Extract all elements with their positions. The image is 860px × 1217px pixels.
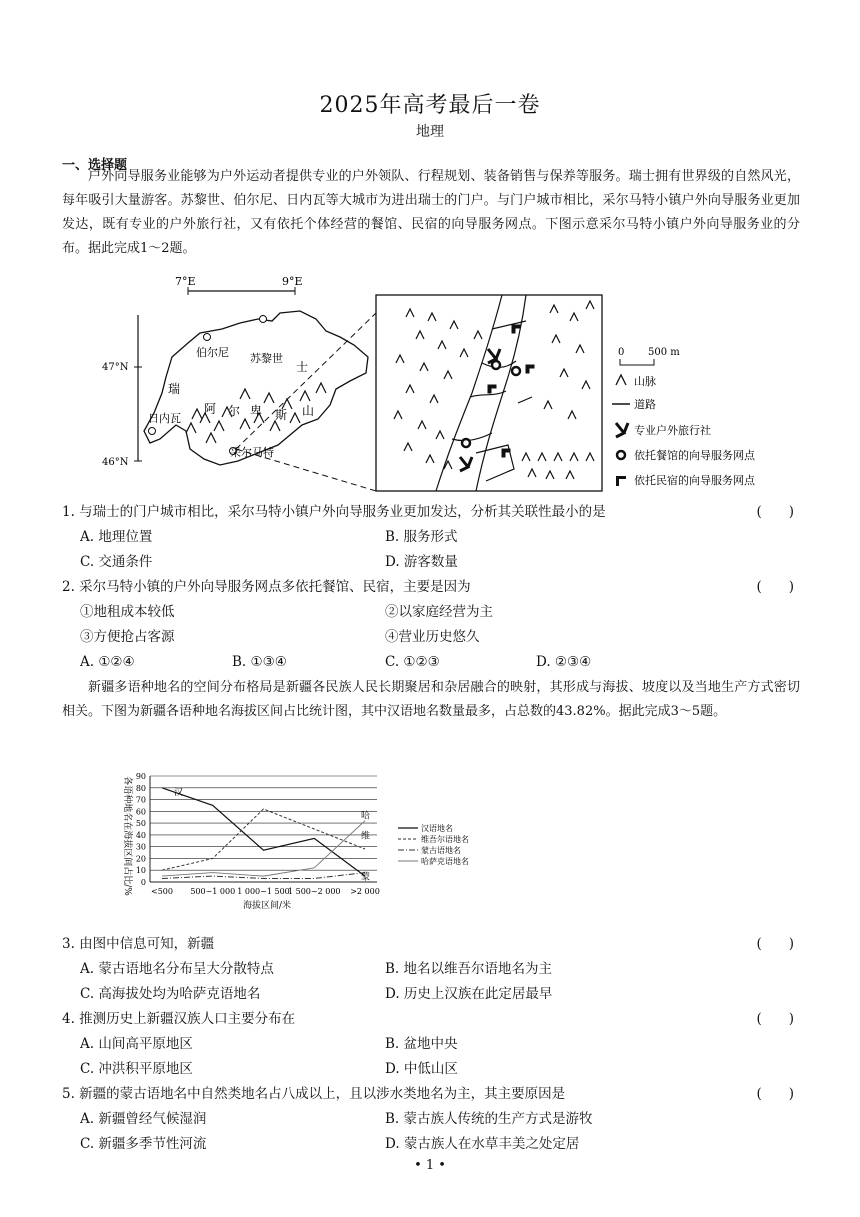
answer-paren-1[interactable]: ( ) (756, 504, 794, 520)
chart-y-tick-label: 20 (135, 854, 146, 864)
chart-legend-label: 汉语地名 (421, 824, 453, 833)
legend-label-mountain: 山脉 (634, 375, 656, 388)
chart-x-tick-label: 1 000~1 500 (237, 887, 290, 896)
q1-option-a[interactable]: A. 地理位置 (80, 529, 153, 545)
q3-option-a[interactable]: A. 蒙古语地名分布呈大分散特点 (80, 961, 274, 977)
q2-option-b[interactable]: B. ①③④ (232, 654, 287, 670)
chart-curve-label: 维 (361, 831, 371, 842)
chart-series-line (162, 809, 365, 870)
chart-y-tick-label: 80 (135, 783, 146, 793)
q2-statement-3: ③方便抢占客源 (80, 629, 175, 645)
q4-option-b[interactable]: B. 盆地中央 (385, 1036, 458, 1052)
city-geneva-marker (149, 428, 156, 435)
chart-legend-label: 哈萨克语地名 (421, 857, 469, 866)
q5-option-b[interactable]: B. 蒙古族人传统的生产方式是游牧 (385, 1111, 593, 1127)
q1-option-c[interactable]: C. 交通条件 (80, 554, 153, 570)
chart-y-tick-label: 0 (140, 878, 146, 887)
legend-label-road: 道路 (634, 398, 656, 411)
chart-y-tick-label: 30 (135, 842, 146, 852)
scale-zero: 0 (618, 347, 625, 358)
city-zermatt-label: 采尔马特 (230, 446, 274, 459)
q4-option-c[interactable]: C. 冲洪积平原地区 (80, 1061, 193, 1077)
chart-legend-label: 维吾尔语地名 (421, 835, 469, 844)
scale-length: 500 m (648, 347, 680, 358)
q5-option-d[interactable]: D. 蒙古族人在水草丰美之处定居 (385, 1136, 580, 1152)
q2-statement-2: ②以家庭经营为主 (385, 604, 493, 620)
exam-title: 2025年高考最后一卷 (319, 93, 541, 118)
answer-paren-4[interactable]: ( ) (756, 1011, 794, 1027)
chart-series-line (162, 821, 365, 876)
legend-label-homestay: 依托民宿的向导服务网点 (634, 474, 755, 487)
city-geneva-label: 日内瓦 (148, 412, 181, 425)
chart-y-tick-label: 60 (135, 807, 146, 817)
chart-x-tick-label: 1 500~2 000 (287, 887, 341, 896)
question-4-stem: 4. 推测历史上新疆汉族人口主要分布在 ( ) (62, 1007, 800, 1031)
range-char-4: 斯 (275, 408, 288, 422)
lat-label-47n: 47°N (102, 362, 129, 373)
q2-statement-1: ①地租成本较低 (80, 604, 175, 620)
lat-label-46n: 46°N (102, 457, 129, 468)
question-2-stem: 2. 采尔马特小镇的户外向导服务网点多依托餐馆、民宿，主要是因为 ( ) (62, 575, 800, 599)
language-altitude-chart (112, 766, 512, 916)
city-zurich-marker (260, 316, 267, 323)
city-zurich-label: 苏黎世 (250, 352, 283, 365)
page-number: • 1 • (414, 1158, 446, 1173)
chart-x-tick-label: 500~1 000 (190, 887, 236, 896)
chart-y-axis-label: 各语种地名在海拔区间占比/% (122, 776, 132, 896)
chart-y-tick-label: 50 (135, 819, 146, 829)
q4-option-d[interactable]: D. 中低山区 (385, 1061, 458, 1077)
chart-y-tick-label: 40 (135, 830, 146, 840)
passage-1: 户外向导服务业能够为户外运动者提供专业的户外领队、行程规划、装备销售与保养等服务。瑞士拥有世界级的自然风光，每年吸引大量游客。苏黎世、伯尔尼、日内瓦等大城市为进出瑞士的门户。与门户城市相比，采尔马特小镇户外向导服务业更加发达，既有专业的户外旅行社，又有依托个体经营的餐馆、民宿的向导服务网点。下图示意采尔马特小镇户外向导服务业的分布。据此完成1～2题。 (62, 169, 800, 256)
range-char-2: 尔 (228, 404, 241, 418)
question-3-stem: 3. 由图中信息可知，新疆 ( ) (62, 932, 800, 956)
chart-curve-label: 汉 (174, 787, 184, 798)
q2-option-a[interactable]: A. ①②④ (80, 654, 135, 670)
question-5-stem: 5. 新疆的蒙古语地名中自然类地名占八成以上，且以涉水类地名为主，其主要原因是 ( ) (62, 1082, 800, 1106)
city-bern-label: 伯尔尼 (196, 346, 229, 359)
q3-option-b[interactable]: B. 地名以维吾尔语地名为主 (385, 961, 553, 977)
range-char-5: 山 (302, 404, 315, 418)
range-char-1: 阿 (204, 402, 217, 416)
city-bern-marker (204, 334, 211, 341)
chart-series-line (162, 873, 365, 879)
country-char-2: 士 (296, 360, 309, 374)
chart-y-tick-label: 90 (135, 772, 146, 781)
chart-x-tick-label: >2 000 (350, 887, 380, 896)
legend-label-agency: 专业户外旅行社 (634, 424, 711, 437)
mountain-icon (616, 375, 626, 385)
lon-label-7e: 7°E (175, 275, 196, 288)
question-1-stem: 1. 与瑞士的门户城市相比，采尔马特小镇户外向导服务业更加发达，分析其关联性最小的是 ( ) (62, 500, 800, 524)
legend-label-restaurant: 依托餐馆的向导服务网点 (634, 449, 755, 462)
chart-x-axis-label: 海拔区间/米 (242, 901, 292, 911)
q3-option-c[interactable]: C. 高海拔处均为哈萨克语地名 (80, 986, 261, 1002)
q2-option-d[interactable]: D. ②③④ (536, 654, 592, 670)
answer-paren-5[interactable]: ( ) (756, 1086, 794, 1102)
chart-curve-label: 蒙 (361, 872, 371, 883)
chart-legend-label: 蒙古语地名 (421, 846, 461, 855)
chart-y-tick-label: 70 (135, 795, 146, 805)
q5-option-a[interactable]: A. 新疆曾经气候湿润 (80, 1111, 207, 1127)
chart-y-tick-label: 10 (135, 866, 146, 876)
q5-option-c[interactable]: C. 新疆多季节性河流 (80, 1136, 207, 1152)
chart-curve-label: 哈 (361, 811, 371, 822)
q4-option-a[interactable]: A. 山间高平原地区 (80, 1036, 193, 1052)
answer-paren-2[interactable]: ( ) (756, 579, 794, 595)
q2-statement-4: ④营业历史悠久 (385, 629, 480, 645)
answer-paren-3[interactable]: ( ) (756, 936, 794, 952)
switzerland-map-figure (102, 273, 770, 495)
passage-2: 新疆多语种地名的空间分布格局是新疆各民族人民长期聚居和杂居融合的映射，其形成与海拔、坡度以及当地生产方式密切相关。下图为新疆各语种地名海拔区间占比统计图，其中汉语地名数量最多，占总数的43.82%。据此完成3～5题。 (62, 680, 800, 719)
restaurant-point-icon (617, 451, 625, 459)
q1-option-d[interactable]: D. 游客数量 (385, 554, 458, 570)
homestay-point-icon (616, 476, 626, 486)
section-heading: 一、选择题 (62, 158, 128, 173)
chart-x-tick-label: <500 (151, 887, 173, 896)
subject-title: 地理 (416, 124, 444, 140)
q1-option-b[interactable]: B. 服务形式 (385, 529, 458, 545)
q3-option-d[interactable]: D. 历史上汉族在此定居最早 (385, 986, 553, 1002)
range-char-3: 卑 (250, 404, 263, 418)
q2-option-c[interactable]: C. ①②③ (385, 654, 440, 670)
lon-label-9e: 9°E (282, 275, 303, 288)
travel-agency-icon (616, 423, 628, 437)
country-char-1: 瑞 (168, 382, 181, 396)
